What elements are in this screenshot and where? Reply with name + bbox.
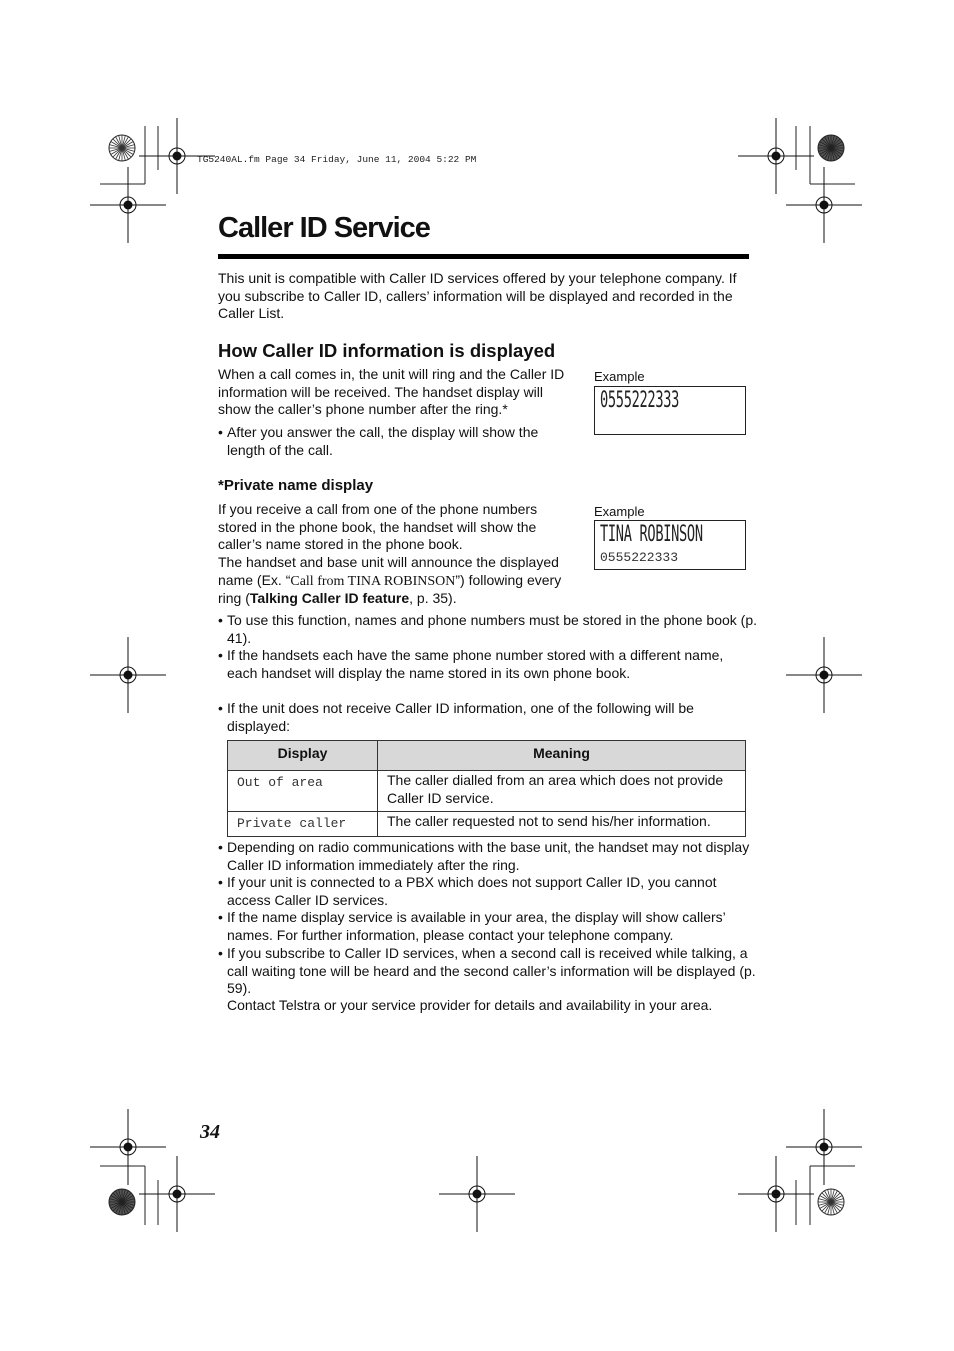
list-item: • If the name display service is available in your area, the display will show callers’ names. For further information, please contact your telephone company. xyxy=(218,909,726,943)
crosshair-mark xyxy=(439,1156,515,1232)
table-cell-meaning: The caller requested not to send his/her information. xyxy=(378,812,746,837)
section1-body: When a call comes in, the unit will ring and the Caller ID information will be received. The handset display will show the caller’s phone number after the ring.* xyxy=(218,366,565,417)
column-header-display: Display xyxy=(228,741,378,771)
registration-rosette xyxy=(818,135,844,161)
contact-note: Contact Telstra or your service provider for details and availability in your area. xyxy=(227,997,713,1013)
file-info-header: TG5240AL.fm Page 34 Friday, June 11, 2004 5:22 PM xyxy=(197,154,477,165)
crosshair-mark xyxy=(786,1109,862,1185)
registration-rosette xyxy=(818,1189,844,1215)
feature-reference: Talking Caller ID feature xyxy=(249,590,410,606)
lcd-number-text: 0555222333 xyxy=(600,550,679,565)
table-header-row xyxy=(228,741,746,771)
crosshair-mark xyxy=(90,637,166,713)
section2-body1: If you receive a call from one of the phone numbers stored in the phone book, the handset will show the caller’s name stored in the phone book. xyxy=(218,501,538,552)
section2-body2: The handset and base unit will announce the displayed name (Ex. “Call from TINA ROBINSON”) following every ring (Talking Caller ID feature, p. 35). xyxy=(218,554,562,606)
list-item: • To use this function, names and phone numbers must be stored in the phone book (p. 41). xyxy=(218,612,757,646)
bullet-glyph: • xyxy=(218,909,223,925)
registration-rosette xyxy=(109,1189,135,1215)
crosshair-mark xyxy=(738,118,814,194)
page-number: 34 xyxy=(200,1121,220,1143)
table-cell-display: Out of area xyxy=(228,771,378,812)
table-row xyxy=(228,771,746,812)
list-item: • If the handsets each have the same phone number stored with a different name, each handset will display the name stored in its own phone book. xyxy=(218,647,724,681)
announcement-example: Call from TINA ROBINSON xyxy=(290,573,456,589)
bullet-glyph: • xyxy=(218,874,223,890)
example-label: Example xyxy=(594,504,645,519)
bullet-glyph: • xyxy=(218,647,223,663)
bullet-glyph: • xyxy=(218,612,223,628)
section-heading-private-name: *Private name display xyxy=(218,477,374,494)
list-item: • After you answer the call, the display will show the length of the call. xyxy=(218,424,539,458)
crosshair-mark xyxy=(90,1109,166,1185)
registration-rosette xyxy=(109,135,135,161)
crosshair-mark xyxy=(738,1156,814,1232)
section-heading-how-displayed: How Caller ID information is displayed xyxy=(218,340,556,361)
list-item: • If the unit does not receive Caller ID information, one of the following will be displayed: xyxy=(218,700,694,734)
bullet-glyph: • xyxy=(218,945,223,961)
table-cell-display: Private caller xyxy=(228,812,378,837)
crosshair-mark xyxy=(786,637,862,713)
list-item: • If your unit is connected to a PBX which does not support Caller ID, you cannot access Caller ID services. xyxy=(218,874,717,908)
display-meaning-table xyxy=(227,740,746,837)
intro-paragraph: This unit is compatible with Caller ID services offered by your telephone company. If you subscribe to Caller ID, callers’ information will be displayed and recorded in the Caller List. xyxy=(218,270,737,321)
lcd-display-example-name xyxy=(594,520,746,570)
lcd-number-text: 0555222333 xyxy=(600,388,680,413)
bullet-glyph: • xyxy=(218,700,223,716)
list-item: • If you subscribe to Caller ID services, when a second call is received while talking, a call waiting tone will be heard and the second caller’s information will be displayed (p. 59). xyxy=(218,945,756,996)
column-header-meaning: Meaning xyxy=(378,741,746,771)
crosshair-mark xyxy=(786,167,862,243)
crosshair-mark xyxy=(139,1156,215,1232)
title-divider xyxy=(218,254,749,259)
bullet-glyph: • xyxy=(218,839,223,855)
lcd-name-text: TINA ROBINSON xyxy=(600,522,703,547)
list-item: • Depending on radio communications with the base unit, the handset may not display Caller ID information immediately after the ring. xyxy=(218,839,750,873)
lcd-display-example-number xyxy=(594,386,746,435)
table-cell-meaning: The caller dialled from an area which does not provide Caller ID service. xyxy=(378,771,746,812)
example-label: Example xyxy=(594,369,645,384)
page-title: Caller ID Service xyxy=(218,212,430,244)
bullet-glyph: • xyxy=(218,424,223,440)
crosshair-mark xyxy=(90,167,166,243)
table-row xyxy=(228,812,746,837)
